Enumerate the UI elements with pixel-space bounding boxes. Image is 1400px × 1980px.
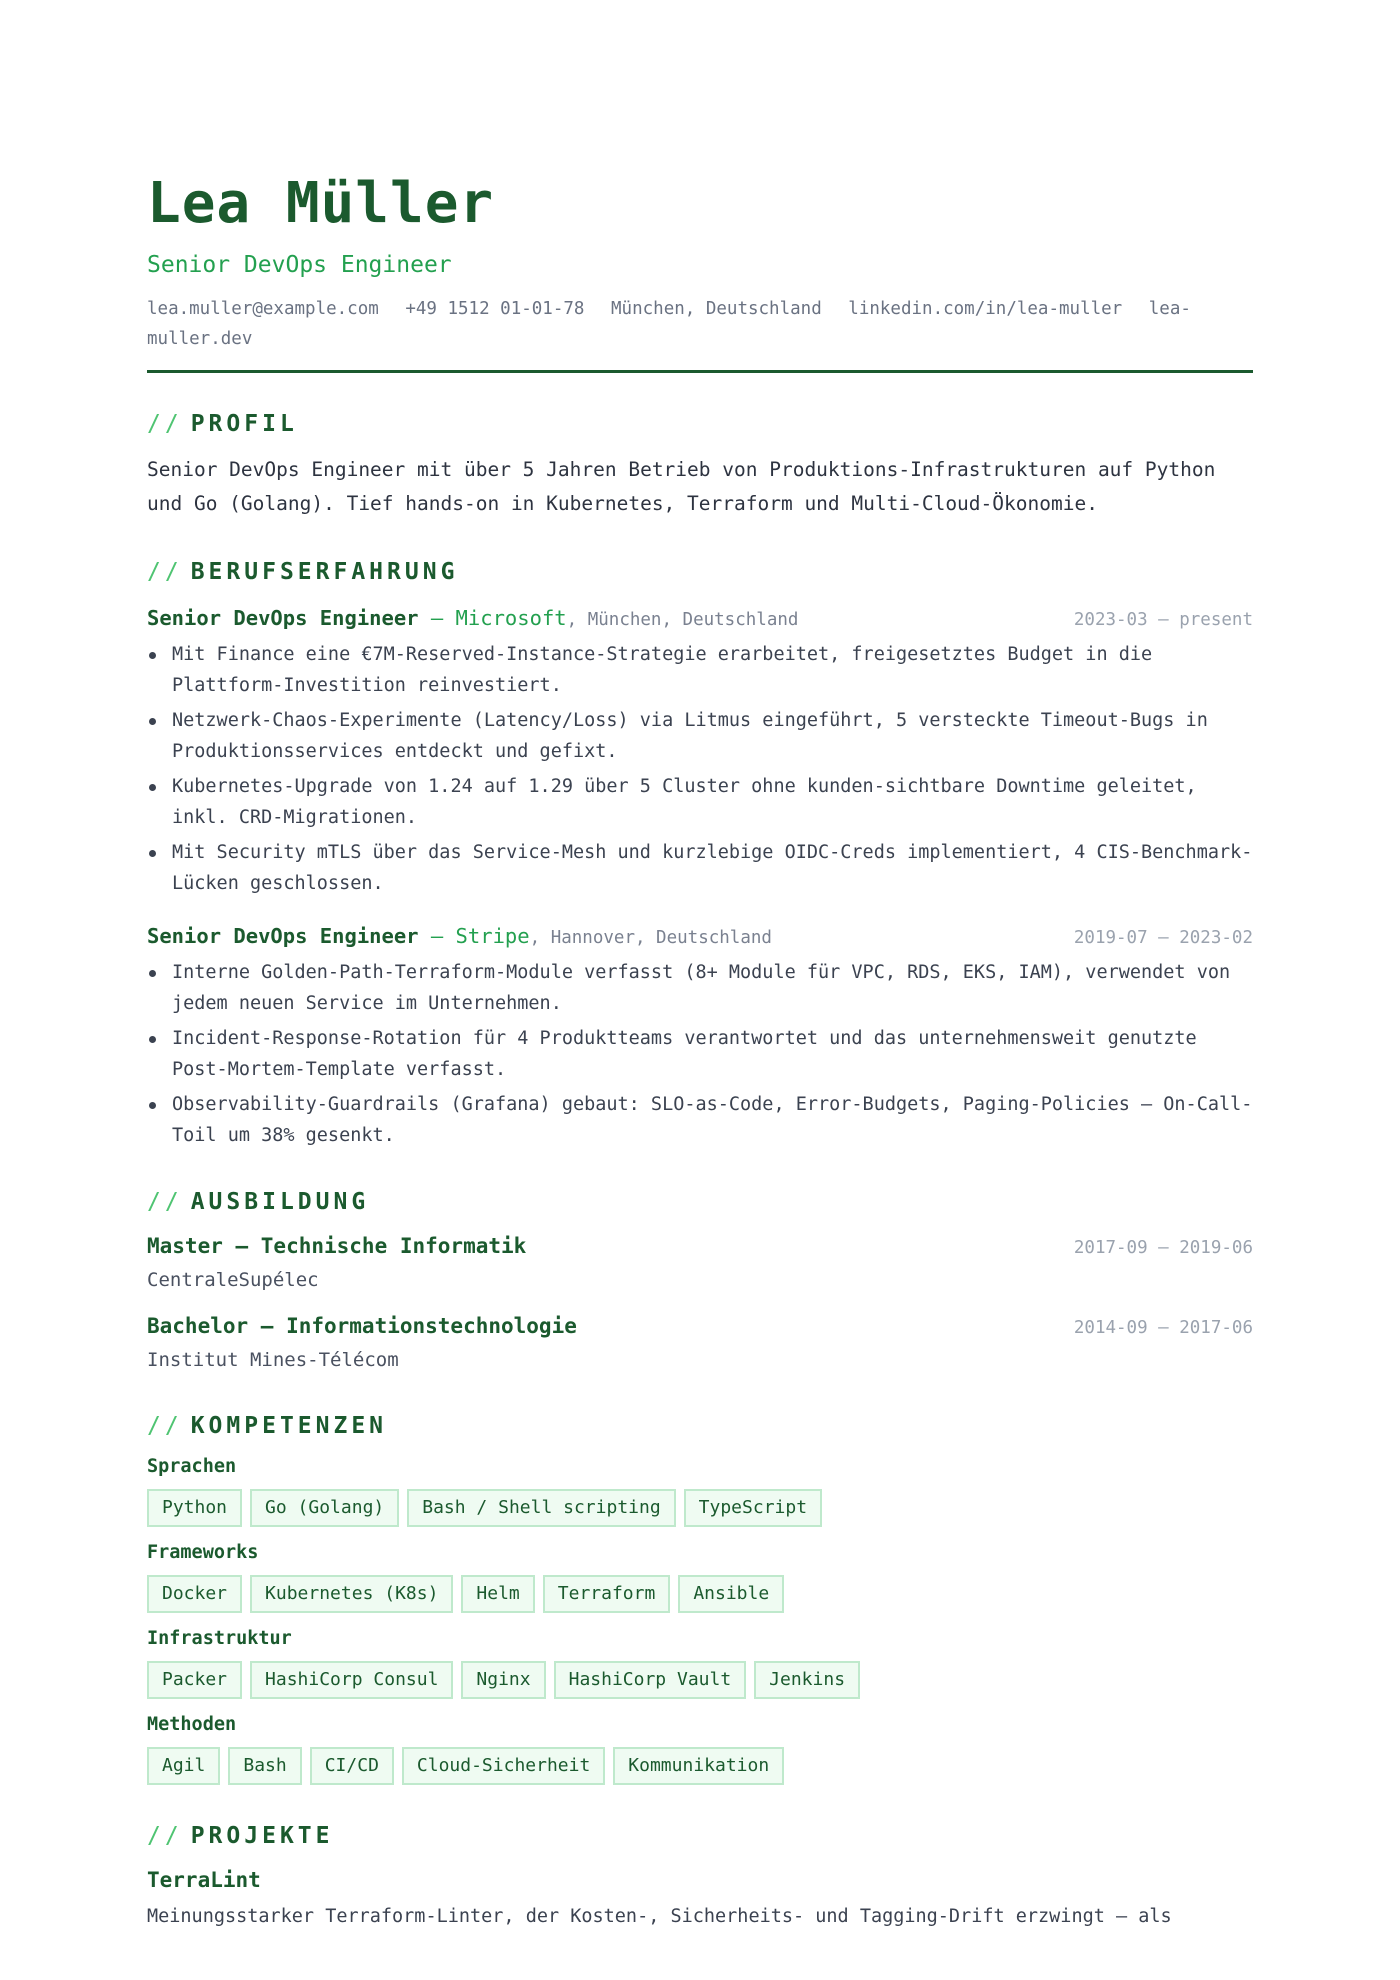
job-bullet: Observability-Guardrails (Grafana) gebaut: SLO-as-Code, Error-Budgets, Paging-Policies — On-Call-Toil um 38% gesenkt. [147, 1089, 1253, 1151]
job-header [147, 921, 1253, 953]
section-title-skills: // KOMPETENZEN [147, 1413, 388, 1439]
job-entry [147, 921, 1253, 1151]
skill-tag: Terraform [543, 1575, 671, 1613]
skill-tag: Docker [147, 1575, 242, 1613]
skill-tag: Ansible [678, 1575, 784, 1613]
education-school: Institut Mines-Télécom [147, 1349, 399, 1371]
skill-tag: Helm [461, 1575, 534, 1613]
skill-tags [147, 1661, 1253, 1699]
job-bullet: Mit Finance eine €7M-Reserved-Instance-Strategie erarbeitet, freigesetztes Budget in die Plattform-Investition reinvestiert. [147, 639, 1253, 701]
job-bullet: Netzwerk-Chaos-Experimente (Latency/Loss) via Litmus eingeführt, 5 versteckte Timeout-Bugs in Produktionsservices entdeckt und gefixt. [147, 705, 1253, 767]
section-title-experience: // BERUFSERFAHRUNG [147, 559, 459, 585]
job-dates: 2019-07 – 2023-02 [1073, 928, 1253, 948]
header-divider [147, 370, 1253, 373]
skill-tag: Jenkins [754, 1661, 860, 1699]
skill-tag: Kommunikation [613, 1747, 784, 1785]
skill-group-methods [147, 1711, 1253, 1785]
skill-group-label: Frameworks [147, 1542, 259, 1563]
education-school: CentraleSupélec [147, 1269, 319, 1291]
job-title: Senior DevOps Engineer [147, 606, 419, 630]
job-entry [147, 603, 1253, 899]
job-company: — Stripe [418, 924, 530, 948]
section-education [147, 1187, 1253, 1375]
job-role-line [147, 921, 772, 953]
section-slashes: // [147, 1823, 183, 1849]
section-title-projects: // PROJEKTE [147, 1823, 334, 1849]
candidate-name: Lea Müller [147, 171, 495, 236]
contact-phone[interactable]: +49 1512 01-01-78 [405, 299, 585, 319]
section-title-education: // AUSBILDUNG [147, 1189, 370, 1215]
profile-summary: Senior DevOps Engineer mit über 5 Jahren Betrieb von Produktions-Infrastrukturen auf Python und Go (Golang). Tief hands-on in Kubernetes, Terraform und Multi-Cloud-Ökonomie. [147, 458, 1216, 515]
project-description: Meinungsstarker Terraform-Linter, der Kosten-, Sicherheits- und Tagging-Drift erzwingt — als [147, 1906, 1172, 1927]
job-bullet: Interne Golden-Path-Terraform-Module verfasst (8+ Module für VPC, RDS, EKS, IAM), verwendet von jedem neuen Service im Unternehmen. [147, 957, 1253, 1019]
education-dates: 2014-09 – 2017-06 [1073, 1318, 1253, 1338]
job-bullets [147, 957, 1253, 1151]
skill-tag: Go (Golang) [250, 1489, 399, 1527]
skill-tag: HashiCorp Consul [250, 1661, 453, 1699]
education-degree: Bachelor — Informationstechnologie [147, 1314, 577, 1338]
skill-tag: Nginx [461, 1661, 545, 1699]
skill-tag: HashiCorp Vault [554, 1661, 747, 1699]
job-title: Senior DevOps Engineer [147, 924, 419, 948]
project-entry [147, 1865, 1253, 1932]
contact-location: München, Deutschland [611, 299, 822, 319]
job-header [147, 603, 1253, 635]
section-experience [147, 557, 1253, 1151]
job-bullets [147, 639, 1253, 899]
section-projects [147, 1821, 1253, 1932]
skill-tags [147, 1747, 1253, 1785]
skill-group-label: Methoden [147, 1714, 237, 1735]
skill-group-infrastructure [147, 1625, 1253, 1699]
job-bullet: Incident-Response-Rotation für 4 Produktteams verantwortet und das unternehmensweit genutzte Post-Mortem-Template verfasst. [147, 1023, 1253, 1085]
job-bullet: Kubernetes-Upgrade von 1.24 auf 1.29 über 5 Cluster ohne kunden-sichtbare Downtime geleitet, inkl. CRD-Migrationen. [147, 771, 1253, 833]
skill-tag: Bash / Shell scripting [407, 1489, 675, 1527]
job-role-line [147, 603, 798, 635]
skill-tag: Packer [147, 1661, 242, 1699]
contact-email[interactable]: lea.muller@example.com [147, 299, 379, 319]
job-location: , Hannover, Deutschland [529, 928, 772, 948]
candidate-headline: Senior DevOps Engineer [147, 252, 452, 278]
section-profile [147, 409, 1253, 521]
contact-linkedin[interactable]: linkedin.com/in/lea-muller [848, 299, 1123, 319]
skill-tag: CI/CD [310, 1747, 394, 1785]
section-slashes: // [147, 1413, 183, 1439]
skill-tag: Python [147, 1489, 242, 1527]
section-title-profile: // PROFIL [147, 411, 298, 437]
skill-tag: Agil [147, 1747, 220, 1785]
skill-group-languages [147, 1453, 1253, 1527]
job-bullet: Mit Security mTLS über das Service-Mesh und kurzlebige OIDC-Creds implementiert, 4 CIS-Benchmark-Lücken geschlossen. [147, 837, 1253, 899]
skill-tag: TypeScript [684, 1489, 822, 1527]
section-skills [147, 1411, 1253, 1785]
education-header [147, 1231, 1253, 1263]
contact-line [147, 294, 1253, 354]
section-slashes: // [147, 559, 183, 585]
skill-tag: Bash [228, 1747, 301, 1785]
skill-group-label: Sprachen [147, 1456, 237, 1477]
education-header [147, 1311, 1253, 1343]
skill-group-label: Infrastruktur [147, 1628, 292, 1649]
education-dates: 2017-09 – 2019-06 [1073, 1238, 1253, 1258]
skill-tags [147, 1575, 1253, 1613]
job-location: , München, Deutschland [566, 610, 799, 630]
section-slashes: // [147, 411, 183, 437]
skill-group-frameworks [147, 1539, 1253, 1613]
job-company: — Microsoft [418, 606, 567, 630]
resume-header [147, 168, 1253, 373]
skill-tags [147, 1489, 1253, 1527]
education-entry [147, 1231, 1253, 1295]
education-entry [147, 1311, 1253, 1375]
skill-tag: Cloud-Sicherheit [402, 1747, 605, 1785]
skill-tag: Kubernetes (K8s) [250, 1575, 453, 1613]
project-name: TerraLint [147, 1868, 261, 1892]
contact-website[interactable]: lea-muller.dev [147, 299, 1191, 349]
job-dates: 2023-03 – present [1073, 610, 1253, 630]
section-slashes: // [147, 1189, 183, 1215]
education-degree: Master — Technische Informatik [147, 1234, 527, 1258]
